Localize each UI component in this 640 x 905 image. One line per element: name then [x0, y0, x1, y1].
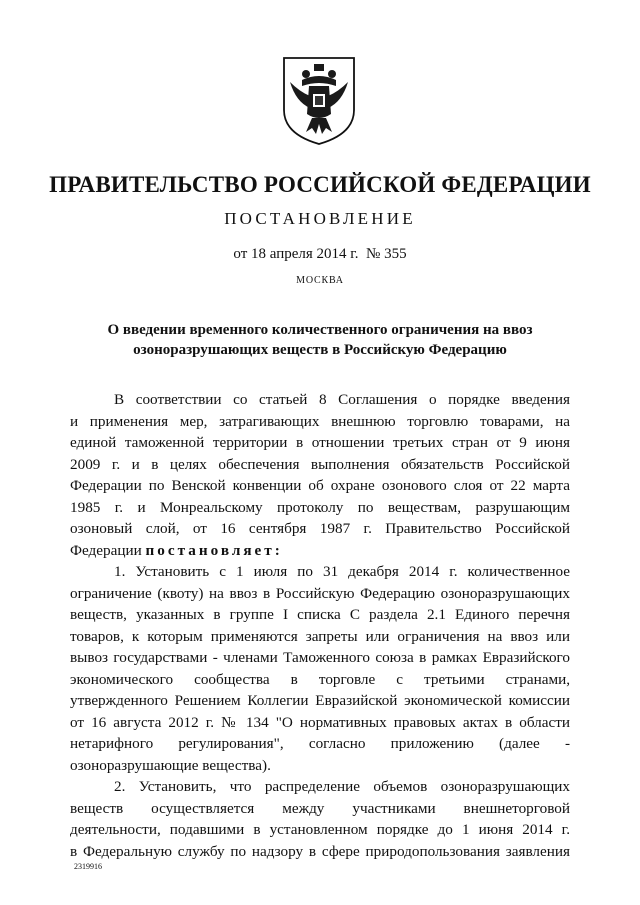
decree-word: постановляет: — [145, 541, 283, 559]
paragraph-1-line: веществ, указанных в группе I списка С раздела 2.1 Единого перечня — [70, 606, 570, 623]
body-line: В соответствии со статьей 8 Соглашения о порядке введения — [114, 391, 570, 408]
document-subject — [70, 320, 570, 360]
document-body — [70, 389, 570, 862]
decree-prefix: Федерации — [70, 541, 146, 559]
paragraph-2-line: веществ осуществляется между участниками внешнеторговой — [70, 799, 570, 817]
paragraph-2-line: деятельности, подавшими в установленном порядке до 1 июня 2014 г. — [70, 821, 570, 838]
paragraph-1-line: нетарифного регулирования", согласно приложению (далее - — [70, 735, 570, 752]
body-line: и применения мер, затрагивающих внешнюю торговлю товарами, на — [70, 412, 570, 430]
document-date: от 18 апреля 2014 г. — [233, 246, 359, 262]
date-number-line — [0, 246, 640, 263]
body-line: единой таможенной территории в отношении третьих стран от 9 июня — [70, 434, 570, 451]
coat-of-arms-emblem — [276, 52, 362, 148]
subject-line: озоноразрушающих веществ в Российскую Федерацию — [133, 342, 507, 358]
paragraph-1-line: 1. Установить с 1 июля по 31 декабря 2014 г. количественное — [114, 563, 570, 580]
body-line: озоновый слой, от 16 сентября 1987 г. Правительство Российской — [70, 520, 570, 537]
paragraph-1-line: озоноразрушающие вещества). — [70, 756, 271, 774]
city-name: МОСКВА — [296, 275, 344, 286]
paragraph-1-line: экономического сообщества в торговле с третьими странами, — [70, 670, 570, 688]
body-line: 1985 г. и Монреальскому протоколу по веществам, разрушающим — [70, 498, 570, 516]
body-line: Федерации по Венской конвенции об охране озонового слоя от 22 марта — [70, 477, 570, 494]
paragraph-2-line: 2. Установить, что распределение объемов озоноразрушающих — [114, 778, 570, 795]
paragraph-1-line: утвержденного Решением Коллегии Евразийской экономической комиссии — [70, 692, 570, 709]
body-line: 2009 г. и в целях обеспечения выполнения обязательств Российской — [70, 455, 570, 473]
paragraph-2-line: в Федеральную службу по надзору в сфере природопользования заявления — [70, 842, 570, 860]
decree-line — [70, 540, 570, 562]
paragraph-1-line: от 16 августа 2012 г. № 134 "О нормативных правовых актах в области — [70, 713, 570, 731]
paragraph-1-line: вывоз государствами - членами Таможенного союза в рамках Евразийского — [70, 649, 570, 666]
document-number: № 355 — [366, 246, 407, 262]
subject-line: О введении временного количественного ограничения на ввоз — [107, 322, 533, 338]
government-title: ПРАВИТЕЛЬСТВО РОССИЙСКОЙ ФЕДЕРАЦИИ — [49, 172, 591, 197]
paragraph-1-line: товаров, к которым применяются запреты или ограничения на ввоз или — [70, 627, 570, 645]
document-code: 2319916 — [74, 862, 102, 871]
paragraph-1-line: ограничение (квоту) на ввоз в Российскую Федерацию озоноразрушающих — [70, 584, 570, 602]
document-type: ПОСТАНОВЛЕНИЕ — [224, 209, 416, 228]
